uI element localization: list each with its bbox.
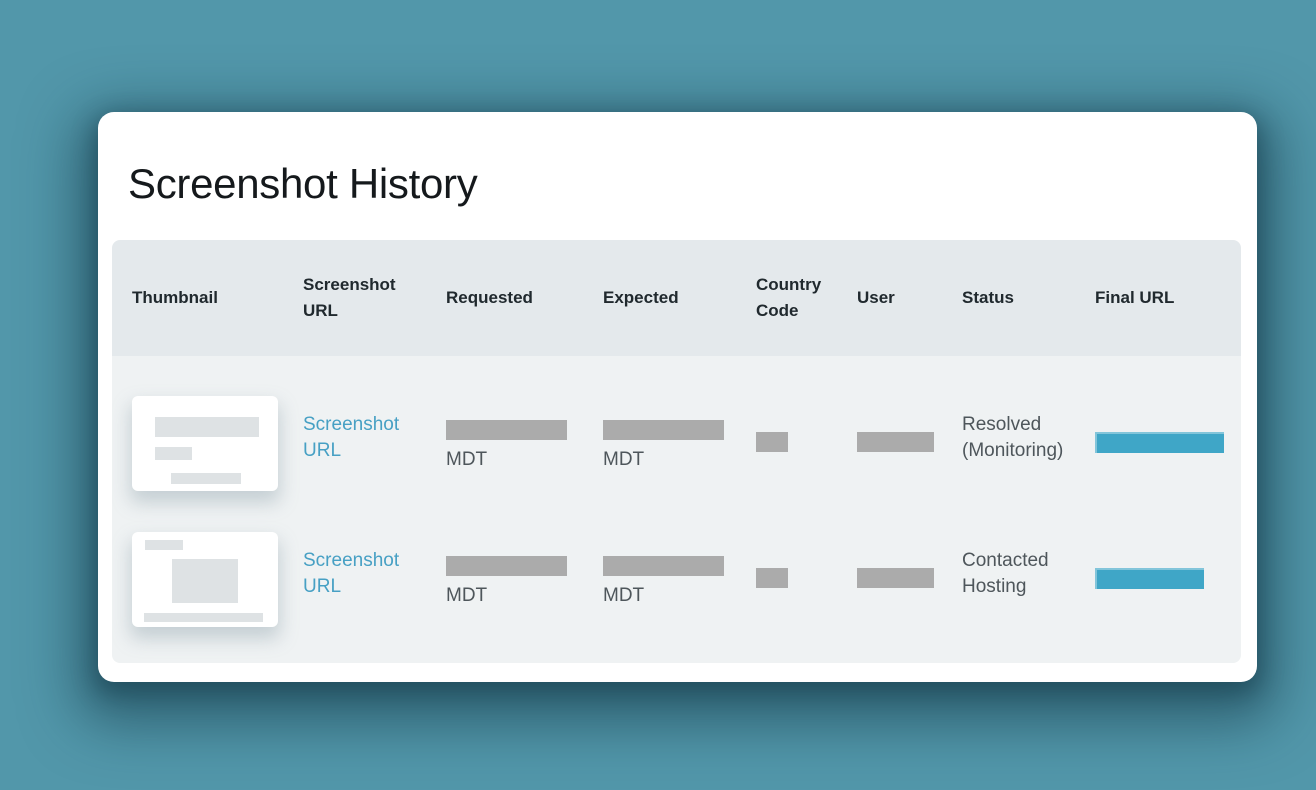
column-header-requested: Requested: [446, 288, 533, 307]
final-url-cell: [1095, 356, 1241, 492]
thumbnail-placeholder-block: [172, 559, 238, 603]
requested-cell: [446, 492, 603, 628]
thumbnail-placeholder-bar: [171, 473, 241, 484]
table-row: [112, 492, 1241, 628]
status-cell: [962, 356, 1095, 492]
user-redacted-bar: [857, 432, 934, 452]
table-body: [112, 356, 1241, 663]
column-header-final-url: Final URL: [1095, 288, 1175, 307]
requested-timezone-label: MDT: [446, 585, 488, 606]
expected-cell: [603, 492, 756, 628]
column-header-screenshot-url: Screenshot URL: [303, 275, 396, 320]
user-cell: [857, 356, 962, 492]
expected-timezone-label: MDT: [603, 449, 645, 470]
final-url-redacted-bar: [1095, 432, 1224, 453]
requested-timezone-label: MDT: [446, 449, 488, 470]
thumbnail-placeholder-bar: [155, 417, 259, 437]
screenshot-url-cell: [303, 492, 446, 628]
screenshot-url-cell: [303, 356, 446, 492]
country-code-cell: [756, 356, 857, 492]
page-title: Screenshot History: [128, 160, 478, 207]
thumbnail-cell: [132, 492, 303, 628]
expected-date-redacted-bar: [603, 420, 724, 440]
screenshot-url-link[interactable]: Screenshot URL: [303, 414, 400, 461]
requested-date-redacted-bar: [446, 420, 567, 440]
column-header-expected: Expected: [603, 288, 679, 307]
expected-timezone-label: MDT: [603, 585, 645, 606]
column-header-country-code: Country Code: [756, 275, 822, 320]
table-row: [112, 356, 1241, 492]
status-label: Resolved (Monitoring): [962, 414, 1064, 461]
status-cell: [962, 492, 1095, 628]
user-cell: [857, 492, 962, 628]
column-header-user: User: [857, 288, 895, 307]
table-header-row: [112, 240, 1241, 356]
screenshot-thumbnail[interactable]: [132, 396, 278, 491]
screenshot-thumbnail[interactable]: [132, 532, 278, 627]
screenshot-url-link[interactable]: Screenshot URL: [303, 550, 400, 597]
expected-date-redacted-bar: [603, 556, 724, 576]
thumbnail-cell: [132, 356, 303, 492]
status-label: Contacted Hosting: [962, 550, 1049, 597]
screenshot-history-table: [112, 240, 1241, 663]
column-header-status: Status: [962, 288, 1014, 307]
requested-date-redacted-bar: [446, 556, 567, 576]
screenshot-history-card: [98, 112, 1257, 682]
column-header-thumbnail: Thumbnail: [132, 288, 218, 307]
thumbnail-placeholder-bar: [145, 540, 183, 550]
final-url-cell: [1095, 492, 1241, 628]
country-code-cell: [756, 492, 857, 628]
country-code-redacted-bar: [756, 432, 788, 452]
user-redacted-bar: [857, 568, 934, 588]
country-code-redacted-bar: [756, 568, 788, 588]
final-url-redacted-bar: [1095, 568, 1204, 589]
requested-cell: [446, 356, 603, 492]
expected-cell: [603, 356, 756, 492]
thumbnail-placeholder-bar: [155, 447, 192, 460]
thumbnail-placeholder-bar: [144, 613, 263, 622]
